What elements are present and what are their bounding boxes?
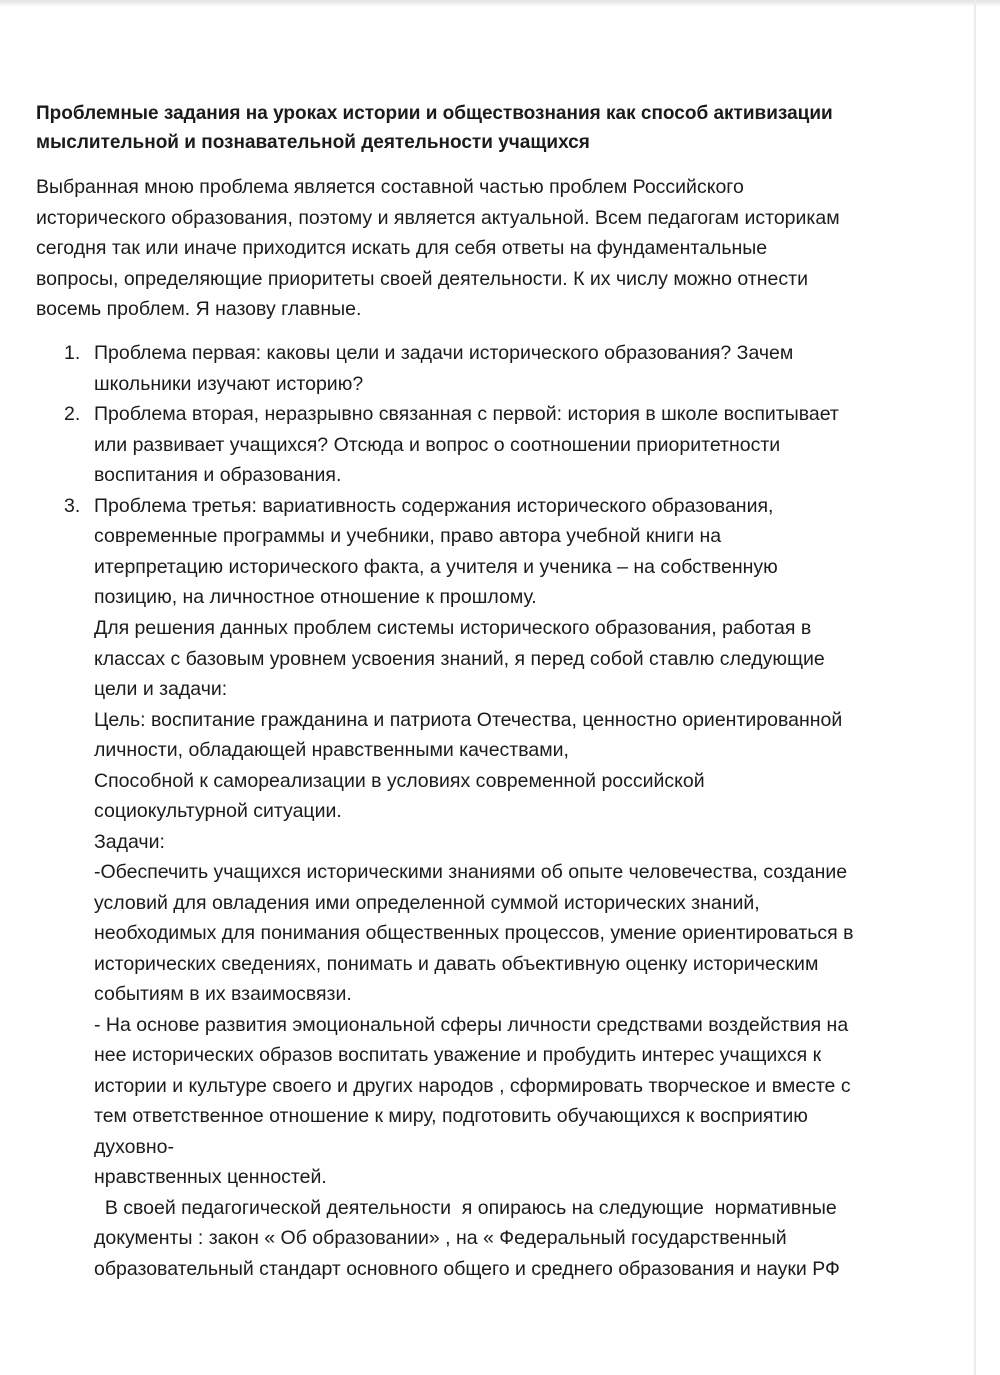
text-line: условий для овладения ими определенной суммой исторических знаний, [94,891,760,914]
list-number: 2. [64,403,81,425]
text-line: нравственных ценностей. [94,1166,327,1188]
text-line: -Обеспечить учащихся историческими знаниями об опыте человечества, создание [94,861,848,883]
intro-paragraph [36,172,936,325]
text-line: исторического образования, поэтому и является актуальной. Всем педагогам историкам [36,206,840,229]
text-line: позицию, на личностное отношение к прошлому. [94,586,537,608]
title-line: Проблемные задания на уроках истории и обществознания как способ активизации [36,103,833,124]
text-line: В своей педагогической деятельности я опираюсь на следующие нормативные [94,1196,837,1219]
text-line: тем ответственное отношение к миру, подготовить обучающихся к восприятию [94,1105,808,1127]
problems-list [36,338,966,613]
text-line: необходимых для понимания общественных процессов, умение ориентироваться в [94,922,854,944]
text-line: классах с базовым уровнем усвоения знаний, я перед собой ставлю следующие [94,647,825,670]
text-line: образовательный стандарт основного общего и среднего образования и науки РФ [94,1257,840,1280]
text-line: истории и культуре своего и других народов , сформировать творческое и вместе с [94,1074,851,1097]
text-line: - На основе развития эмоциональной сферы личности средствами воздействия на [94,1013,849,1036]
text-line: восемь проблем. Я назову главные. [36,298,362,320]
text-line: духовно- [94,1135,174,1158]
document-title [36,99,936,157]
text-line: современные программы и учебники, право автора учебной книги на [94,525,722,547]
text-line: Проблема вторая, неразрывно связанная с первой: история в школе воспитывает [94,403,839,425]
text-line: Для решения данных проблем системы исторического образования, работая в [94,617,812,639]
list-item [36,399,966,491]
text-line: или развивает учащихся? Отсюда и вопрос о соотношении приоритетности [94,433,781,456]
text-line: нее исторических образов воспитать уважение и пробудить интерес учащихся к [94,1044,822,1066]
text-line: Способной к самореализации в условиях современной российской [94,769,705,792]
text-line: цели и задачи: [94,678,228,700]
text-line: школьники изучают историю? [94,372,364,395]
text-line: сегодня так или иначе приходится искать для себя ответы на фундаментальные [36,237,768,259]
text-line: Задачи: [94,830,165,853]
text-line: документы : закон « Об образовании» , на « Федеральный государственный [94,1227,787,1249]
text-line: социокультурной ситуации. [94,800,342,822]
text-line: событиям в их взаимосвязи. [94,983,352,1005]
text-line: исторических сведениях, понимать и давать объективную оценку историческим [94,952,819,975]
text-line: Цель: воспитание гражданина и патриота Отечества, ценностно ориентированной [94,708,843,731]
text-line: вопросы, определяющие приоритеты своей деятельности. К их числу можно отнести [36,267,808,290]
text-line: личности, обладающей нравственными качествами, [94,739,569,761]
goals-and-tasks-section [94,613,974,1284]
list-item [36,491,966,613]
list-number: 3. [64,494,81,517]
list-number: 1. [64,342,81,364]
text-line: воспитания и образования. [94,464,342,486]
text-line: Проблема третья: вариативность содержания исторического образования, [94,494,774,517]
title-line: мыслительной и познавательной деятельности учащихся [36,132,590,153]
text-line: Выбранная мною проблема является составной частью проблем Российского [36,176,744,198]
text-line: Проблема первая: каковы цели и задачи исторического образования? Зачем [94,342,794,364]
text-line: итерпретацию исторического факта, а учителя и ученика – на собственную [94,555,778,578]
list-item [36,338,966,399]
